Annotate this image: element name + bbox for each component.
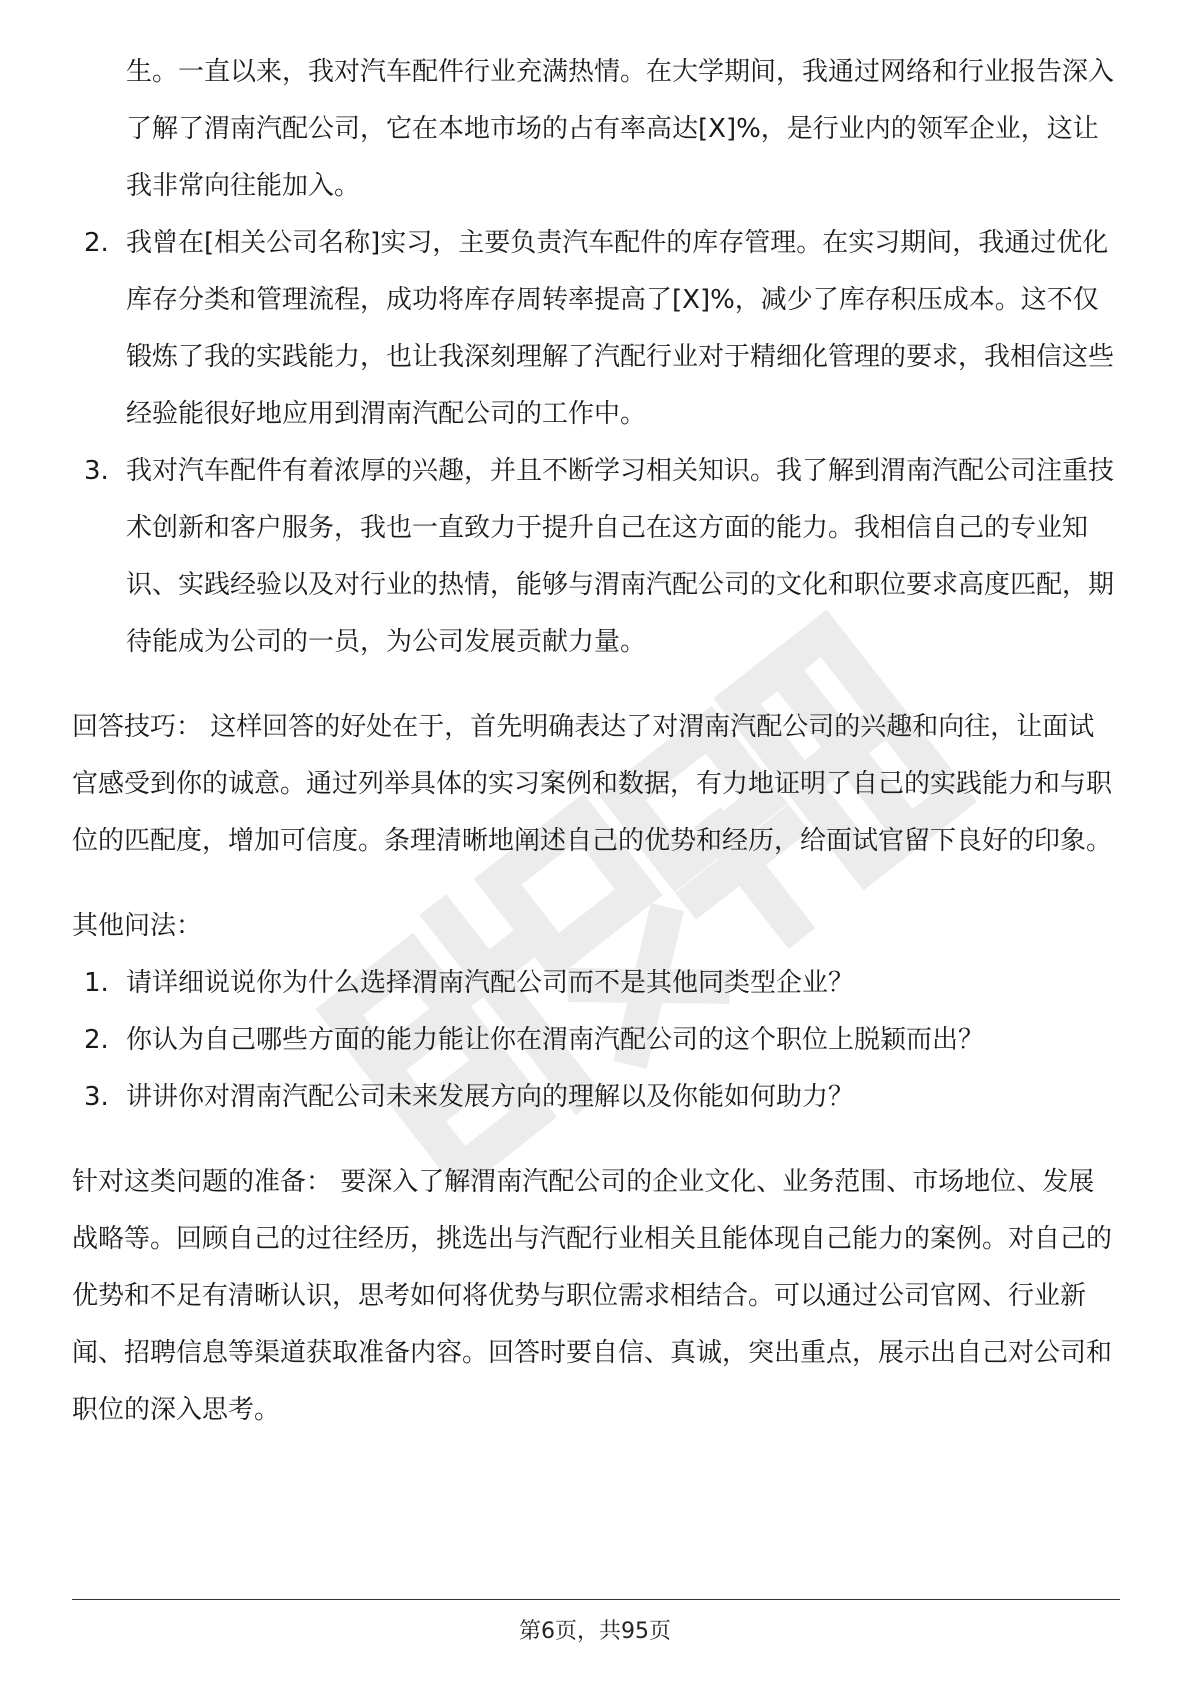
answer-tips-paragraph [72,699,1120,870]
preparation-text: 要深入了解渭南汽配公司的企业文化、业务范围、市场地位、发展战略等。回顾自己的过往经历，挑选出与汽配行业相关且能体现自己能力的案例。对自己的优势和不足有清晰认识，思考如何将优势与职位需求相结合。可以通过公司官网、行业新闻、招聘信息等渠道获取准备内容。回答时要自信、真诚，突出重点，展示出自己对公司和职位的深入思考。 [72,1167,1113,1425]
list-item-number: 1. [84,968,109,998]
preparation-label: 针对这类问题的准备： [72,1167,333,1197]
list-item-number: 3. [84,1082,109,1112]
document-body [72,44,1120,1439]
list-item [72,1069,1120,1126]
list-item-text: 讲讲你对渭南汽配公司未来发展方向的理解以及你能如何助力？ [126,1082,855,1112]
list-item [72,955,1120,1012]
list-item [72,215,1120,443]
list-item-text: 我曾在[相关公司名称]实习，主要负责汽车配件的库存管理。在实习期间，我通过优化库存分类和管理流程，成功将库存周转率提高了[X]%，减少了库存积压成本。这不仅锻炼了我的实践能力，也让我深刻理解了汽配行业对于精细化管理的要求，我相信这些经验能很好地应用到渭南汽配公司的工作中。 [126,228,1115,429]
list-item-text: 我对汽车配件有着浓厚的兴趣，并且不断学习相关知识。我了解到渭南汽配公司注重技术创新和客户服务，我也一直致力于提升自己在这方面的能力。我相信自己的专业知识、实践经验以及对行业的热情，能够与渭南汽配公司的文化和职位要求高度匹配，期待能成为公司的一员，为公司发展贡献力量。 [126,456,1115,657]
other-questions-list [72,955,1120,1126]
preparation-paragraph [72,1154,1120,1439]
answer-tips-label: 回答技巧： [72,712,203,742]
other-questions-heading: 其他问法： [72,911,203,941]
list-item-number: 2. [84,1025,109,1055]
list-item-1-continuation: 生。一直以来，我对汽车配件行业充满热情。在大学期间，我通过网络和行业报告深入了解了渭南汽配公司，它在本地市场的占有率高达[X]%，是行业内的领军企业，这让我非常向往能加入。 [126,57,1115,201]
footer-divider [72,1599,1120,1600]
list-item [72,443,1120,671]
page-number: 第6页，共95页 [519,1619,671,1644]
list-item-number: 3. [84,456,109,486]
answer-list [72,215,1120,671]
list-item-text: 请详细说说你为什么选择渭南汽配公司而不是其他同类型企业？ [126,968,855,998]
answer-tips-text: 这样回答的好处在于，首先明确表达了对渭南汽配公司的兴趣和向往，让面试官感受到你的诚意。通过列举具体的实习案例和数据，有力地证明了自己的实践能力和与职位的匹配度，增加可信度。条理清晰地阐述自己的优势和经历，给面试官留下良好的印象。 [72,712,1113,856]
list-item-text: 你认为自己哪些方面的能力能让你在渭南汽配公司的这个职位上脱颖而出？ [126,1025,985,1055]
list-item [72,1012,1120,1069]
list-item-number: 2. [84,228,109,258]
